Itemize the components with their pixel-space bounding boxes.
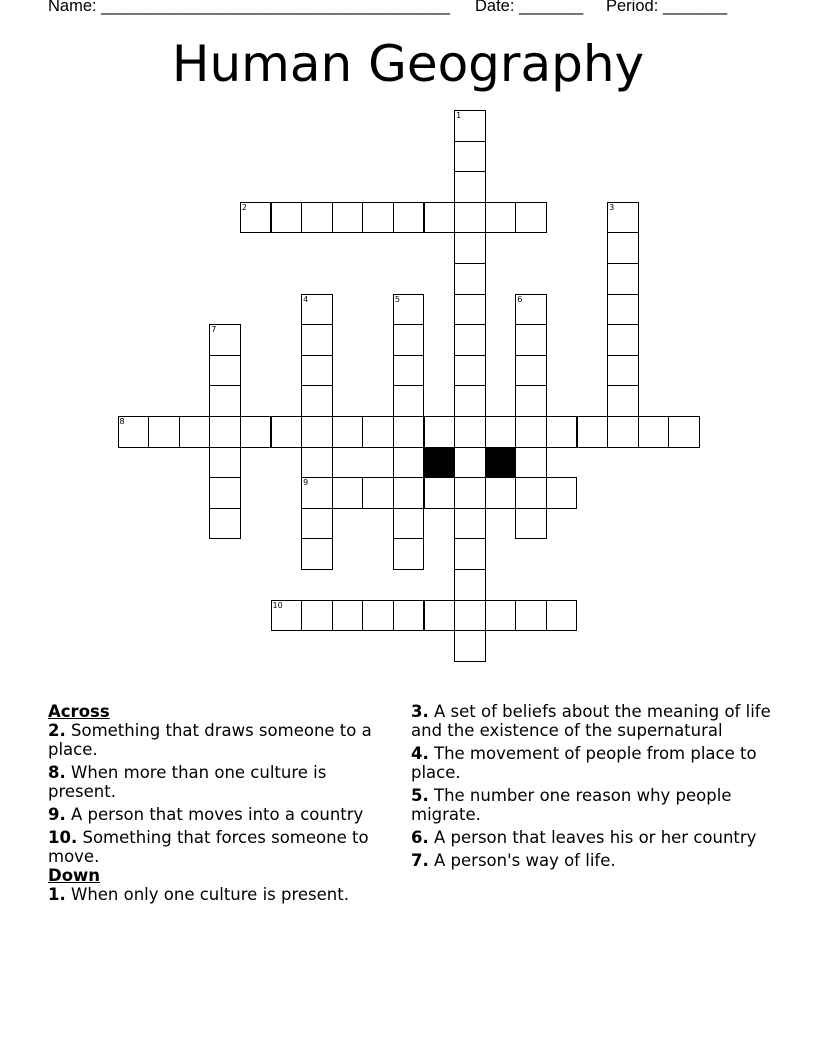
crossword-cell[interactable]	[362, 202, 394, 234]
across-heading: Across	[48, 702, 110, 721]
crossword-cell[interactable]	[393, 447, 425, 479]
clue-number-label: 2	[241, 202, 247, 212]
crossword-cell[interactable]	[332, 416, 364, 448]
crossword-cell[interactable]	[240, 416, 272, 448]
crossword-cell[interactable]	[209, 416, 241, 448]
crossword-cell[interactable]	[607, 202, 639, 234]
crossword-cell[interactable]	[454, 477, 486, 509]
clue-column-right	[411, 702, 771, 874]
crossword-cell[interactable]	[454, 508, 486, 540]
crossword-cell[interactable]	[362, 600, 394, 632]
crossword-cell[interactable]	[301, 385, 333, 417]
crossword-cell[interactable]	[454, 202, 486, 234]
crossword-cell[interactable]	[301, 416, 333, 448]
clue-text: When more than one culture is present.	[48, 763, 327, 801]
clue-down-4	[411, 744, 771, 782]
crossword-cell[interactable]	[515, 416, 547, 448]
crossword-cell[interactable]	[271, 416, 303, 448]
clue-down-1	[48, 885, 398, 904]
clue-number-label: 8	[119, 417, 125, 426]
clue-down-7	[411, 851, 771, 870]
crossword-cell[interactable]	[607, 232, 639, 264]
clue-text: When only one culture is present.	[71, 885, 349, 904]
crossword-cell[interactable]	[424, 600, 456, 632]
crossword-cell[interactable]	[393, 416, 425, 448]
crossword-cell[interactable]	[454, 538, 486, 570]
crossword-cell[interactable]	[515, 385, 547, 417]
crossword-cell[interactable]	[393, 294, 425, 326]
crossword-cell[interactable]	[454, 355, 486, 387]
crossword-cell[interactable]	[362, 477, 394, 509]
clue-number-label: 9	[303, 478, 309, 488]
crossword-cell[interactable]	[209, 447, 241, 479]
crossword-cell[interactable]	[485, 416, 517, 448]
clue-number: 5.	[411, 786, 429, 805]
crossword-cell[interactable]	[393, 477, 425, 509]
crossword-cell[interactable]	[301, 600, 333, 632]
clue-text: Something that forces someone to move.	[48, 828, 369, 866]
crossword-cell[interactable]	[148, 416, 180, 448]
crossword-cell[interactable]	[179, 416, 211, 448]
crossword-cell[interactable]	[301, 355, 333, 387]
crossword-cell[interactable]	[515, 447, 547, 479]
crossword-cell[interactable]	[301, 508, 333, 540]
crossword-cell[interactable]	[454, 600, 486, 632]
crossword-cell[interactable]	[485, 600, 517, 632]
clue-number: 2.	[48, 721, 66, 740]
crossword-cell[interactable]	[424, 416, 456, 448]
crossword-cell[interactable]	[332, 600, 364, 632]
crossword-cell[interactable]	[271, 202, 303, 234]
down-heading: Down	[48, 866, 101, 885]
crossword-cell[interactable]	[607, 385, 639, 417]
crossword-cell[interactable]	[607, 263, 639, 295]
crossword-cell[interactable]	[301, 447, 333, 479]
crossword-cell[interactable]	[607, 355, 639, 387]
crossword-cell[interactable]	[454, 263, 486, 295]
crossword-cell[interactable]	[393, 508, 425, 540]
clue-number: 8.	[48, 763, 66, 782]
crossword-cell[interactable]	[668, 416, 700, 448]
clue-number-label: 4	[303, 294, 309, 304]
clue-across-8	[48, 763, 398, 801]
crossword-cell[interactable]	[454, 416, 486, 448]
clue-number: 10.	[48, 828, 78, 847]
crossword-cell[interactable]	[546, 600, 578, 632]
clue-number: 7.	[411, 851, 429, 870]
crossword-cell[interactable]	[454, 171, 486, 203]
clue-text: The movement of people from place to place.	[411, 744, 757, 782]
crossword-cell[interactable]	[485, 202, 517, 234]
clue-text: Something that draws someone to a place.	[48, 721, 372, 759]
clue-number: 6.	[411, 828, 429, 847]
crossword-cell[interactable]	[209, 477, 241, 509]
crossword-cell[interactable]	[301, 202, 333, 234]
crossword-cell[interactable]	[454, 385, 486, 417]
crossword-cell[interactable]	[454, 232, 486, 264]
crossword-cell[interactable]	[301, 294, 333, 326]
crossword-cell[interactable]	[393, 538, 425, 570]
clue-number: 3.	[411, 702, 429, 721]
clue-number: 4.	[411, 744, 429, 763]
crossword-cell[interactable]	[240, 202, 272, 234]
clue-number-label: 5	[394, 294, 400, 304]
clue-across-9	[48, 805, 398, 824]
clue-across-2	[48, 721, 398, 759]
crossword-cell[interactable]	[515, 477, 547, 509]
crossword-cell[interactable]	[332, 477, 364, 509]
crossword-cell[interactable]	[546, 477, 578, 509]
clue-number-label: 6	[517, 294, 523, 304]
crossword-cell[interactable]	[454, 630, 486, 662]
clue-number: 1.	[48, 885, 66, 904]
crossword-cell[interactable]	[515, 324, 547, 356]
clue-text: A person's way of life.	[434, 851, 616, 870]
crossword-cell[interactable]	[332, 202, 364, 234]
clue-text: The number one reason why people migrate.	[411, 786, 732, 824]
crossword-cell[interactable]	[485, 477, 517, 509]
clue-text: A set of beliefs about the meaning of life and the existence of the supernatural	[411, 702, 771, 740]
black-square	[424, 447, 456, 479]
crossword-cell[interactable]	[454, 141, 486, 173]
clue-down-3	[411, 702, 771, 740]
crossword-cell[interactable]	[301, 538, 333, 570]
crossword-cell[interactable]	[362, 416, 394, 448]
clue-number-label: 1	[456, 111, 462, 120]
crossword-cell[interactable]	[577, 416, 609, 448]
date-field[interactable]: Date: _______	[475, 0, 584, 15]
crossword-cell[interactable]	[515, 508, 547, 540]
crossword-cell[interactable]	[209, 508, 241, 540]
crossword-cell[interactable]	[393, 355, 425, 387]
clue-down-5	[411, 786, 771, 824]
crossword-cell[interactable]	[209, 355, 241, 387]
crossword-cell[interactable]	[209, 324, 241, 356]
clue-number-label: 10	[272, 600, 283, 610]
page-title: Human Geography	[171, 35, 645, 93]
crossword-cell[interactable]	[515, 202, 547, 234]
crossword-cell[interactable]	[454, 294, 486, 326]
crossword-cell[interactable]	[546, 416, 578, 448]
crossword-cell[interactable]	[393, 385, 425, 417]
crossword-cell[interactable]	[424, 202, 456, 234]
crossword-cell[interactable]	[393, 600, 425, 632]
crossword-cell[interactable]	[301, 324, 333, 356]
crossword-cell[interactable]	[607, 324, 639, 356]
crossword-cell[interactable]	[454, 110, 486, 142]
crossword-cell[interactable]	[301, 477, 333, 509]
clue-text: A person that leaves his or her country	[434, 828, 757, 847]
crossword-cell[interactable]	[454, 447, 486, 479]
crossword-cell[interactable]	[454, 324, 486, 356]
clue-number: 9.	[48, 805, 66, 824]
clue-number-label: 7	[211, 325, 217, 335]
crossword-cell[interactable]	[515, 600, 547, 632]
crossword-cell[interactable]	[607, 416, 639, 448]
period-field[interactable]: Period: _______	[606, 0, 728, 15]
clue-down-6	[411, 828, 771, 847]
crossword-cell[interactable]	[118, 416, 150, 448]
crossword-cell[interactable]	[515, 355, 547, 387]
crossword-cell[interactable]	[607, 294, 639, 326]
crossword-cell[interactable]	[638, 416, 670, 448]
clue-column-left	[48, 702, 398, 908]
clue-text: A person that moves into a country	[71, 805, 364, 824]
crossword-cell[interactable]	[209, 385, 241, 417]
crossword-cell[interactable]	[515, 294, 547, 326]
crossword-cell[interactable]	[393, 324, 425, 356]
crossword-cell[interactable]	[393, 202, 425, 234]
clue-number-label: 3	[609, 202, 615, 212]
name-field[interactable]: Name: ______________________________________	[48, 0, 450, 15]
crossword-cell[interactable]	[424, 477, 456, 509]
crossword-cell[interactable]	[271, 600, 303, 632]
crossword-cell[interactable]	[454, 569, 486, 601]
black-square	[485, 447, 517, 479]
clue-across-10	[48, 828, 398, 866]
